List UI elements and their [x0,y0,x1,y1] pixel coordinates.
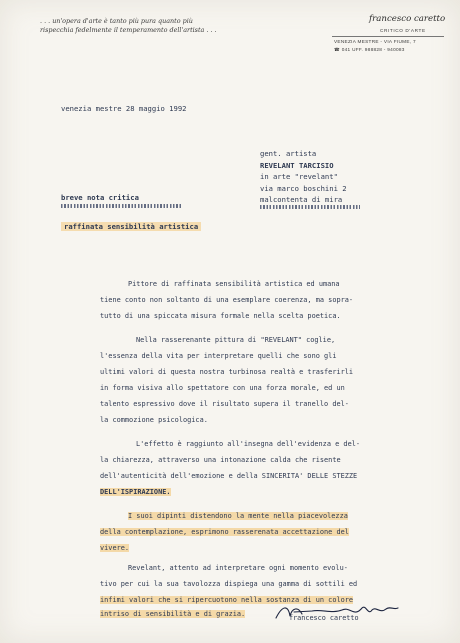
signature-typed-name: francesco caretto [289,614,359,622]
p5-line-1: Revelant, attento ad interpretare ogni momento evolu- [128,564,348,572]
p1-line-3: tutto di una spiccata misura formale nella scelta poetica. [100,312,341,320]
letterhead-rule [332,36,444,37]
recipient-line-4: via marco boschini 2 [260,183,347,193]
motto-line-1: . . . un'opera d'arte è tanto più pura quanto più [40,17,193,25]
motto-line-2: rispecchia fedelmente il temperamento dell'artista . . . [40,26,217,34]
p4-line-1: I suoi dipinti distendono la mente nella piacevolezza [128,512,348,520]
heading-breve-nota: breve nota critica [61,193,139,202]
p2-line-2: l'essenza della vita per interpretare quelli che sono gli [100,352,337,360]
letterhead-role: CRITICO D'ARTE [380,28,426,33]
recipient-line-5: malcontenta di mira [260,195,343,204]
p1-line-2: tiene conto non soltanto di una esemplare coerenza, ma sopra- [100,296,354,304]
recipient-dotted-rule [260,205,360,209]
p3-line-3: dell'autenticità dell'emozione e della SINCERITA' DELLE STEZZE [100,472,358,480]
letter-date: venezia mestre 28 maggio 1992 [61,104,187,113]
p1-line-1: Pittore di raffinata sensibilità artistica ed umana [128,280,340,288]
p2-line-4: in forma visiva allo spettatore con una forza morale, ed un [100,384,345,392]
p4-line-3: vivere. [100,544,130,552]
p5-line-2: tivo per cui la sua tavolozza dispiega una gamma di sottili ed [100,580,358,588]
recipient-line-3: in arte "revelant" [260,172,338,181]
letterhead-name: francesco caretto [369,14,446,24]
p3-line-4: DELL'ISPIRAZIONE. [100,488,171,496]
p5-line-3: infimi valori che si ripercuotono nella sostanza di un colore [100,596,354,604]
heading-raffinata: raffinata sensibilità artistica [61,222,201,231]
p3-line-2: la chiarezza, attraverso una intonazione calda che risente [100,456,341,464]
letterhead-motto [40,17,217,35]
p2-line-3: ultimi valori di questa nostra turbinosa realtà e trasferirli [100,368,354,376]
p2-line-5: talento espressivo dove il risultato supera il tranello del- [100,400,349,408]
heading-dotted-rule [61,204,181,208]
p3-line-1: L'effetto è raggiunto all'insegna dell'evidenza e del- [136,440,361,448]
recipient-block [260,148,347,206]
p2-line-6: la commozione psicologica. [100,416,208,424]
p5-line-4: intriso di sensibilità e di grazia. [100,610,246,618]
p2-line-1: Nella rasserenante pittura di "REVELANT" coglie, [136,336,336,344]
recipient-line-1: gent. artista [260,149,317,158]
recipient-line-2: REVELANT TARCISIO [260,160,334,170]
letterhead-phone: ☎ 041 UFF. 988828 - 940083 [334,47,405,52]
p4-line-2: della contemplazione, esprimono rasserenata accettazione del [100,528,349,536]
letterhead-address: VENEZIA MESTRE - VIA FIUME, 7 [334,39,416,44]
